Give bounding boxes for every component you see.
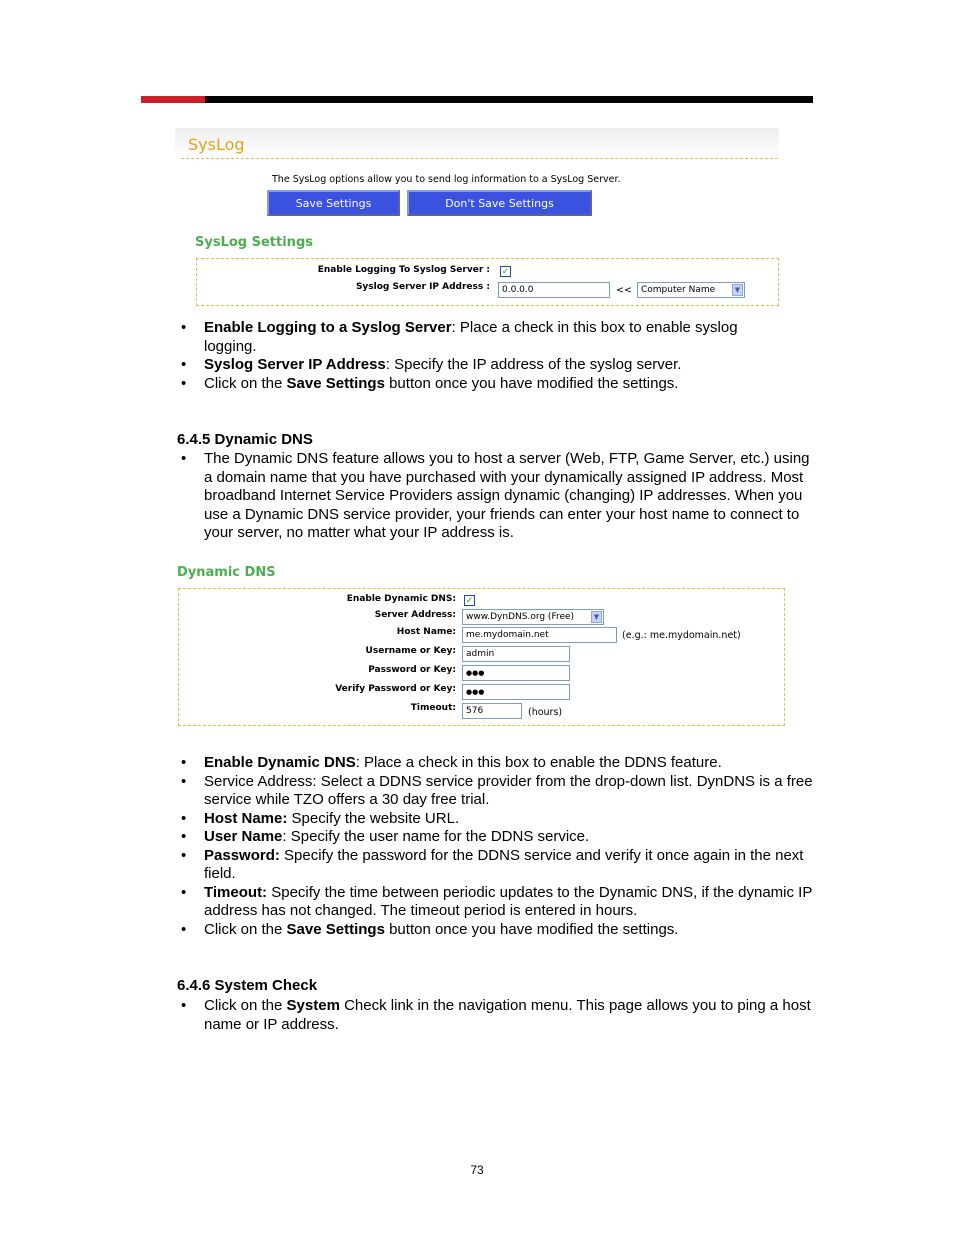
syslog-ip-label: Syslog Server IP Address :	[355, 282, 490, 292]
list-item: • Enable Logging to a Syslog Server: Place a check in this box to enable syslog logging.	[181, 319, 781, 356]
enable-syslog-label: Enable Logging To Syslog Server :	[317, 265, 490, 275]
chevron-down-icon: ▼	[732, 284, 743, 296]
list-item: • The Dynamic DNS feature allows you to host a server (Web, FTP, Game Server, etc.) using a domain name that you have purchased with your dynamically assigned IP address. Most broadband Internet Service Providers assign dynamic (changing) IP addresses. When you use a Dynamic DNS service provider, your friends can enter your host name to connect to your server, no matter what your IP address is.	[181, 450, 813, 543]
password-input[interactable]: ●●●	[462, 665, 570, 681]
chevron-down-icon: ▼	[591, 611, 602, 623]
list-item: • Enable Dynamic DNS: Place a check in this box to enable the DDNS feature.	[181, 754, 815, 773]
dont-save-settings-button[interactable]: Don't Save Settings	[407, 190, 592, 216]
verify-password-input[interactable]: ●●●	[462, 684, 570, 700]
list-item: • User Name: Specify the user name for the DDNS service.	[181, 828, 815, 847]
server-address-select-value: www.DynDNS.org (Free)	[466, 612, 575, 622]
section-heading-646: 6.4.6 System Check	[177, 977, 318, 994]
list-item: • Host Name: Specify the website URL.	[181, 810, 815, 829]
check-icon: ✓	[465, 595, 474, 605]
check-icon: ✓	[501, 266, 510, 276]
copy-arrow-text: <<	[616, 285, 632, 296]
username-label: Username or Key:	[365, 646, 456, 656]
server-address-select[interactable]	[462, 609, 604, 625]
list-item: • Service Address: Select a DDNS service provider from the drop-down list. DynDNS is a free service while TZO offers a 30 day free trial.	[181, 773, 815, 810]
ddns-title: Dynamic DNS	[177, 565, 276, 580]
page-number: 73	[470, 1163, 484, 1177]
verify-password-label: Verify Password or Key:	[335, 684, 456, 694]
dynamic-dns-intro	[181, 450, 813, 543]
server-address-label: Server Address:	[374, 610, 456, 620]
syslog-header-bg	[175, 128, 779, 158]
list-item: • Timeout: Specify the time between periodic updates to the Dynamic DNS, if the dynamic IP address has not changed. The timeout period is entered in hours.	[181, 884, 815, 921]
syslog-title-divider	[181, 158, 778, 159]
timeout-unit: (hours)	[528, 707, 563, 718]
header-rule-black	[205, 96, 813, 103]
syslog-settings-title: SysLog Settings	[195, 235, 313, 250]
header-rule-red	[141, 96, 205, 103]
list-item: • Click on the System Check link in the navigation menu. This page allows you to ping a host name or IP address.	[181, 997, 815, 1034]
timeout-label: Timeout:	[410, 703, 456, 713]
list-item: • Click on the Save Settings button once you have modified the settings.	[181, 375, 781, 394]
syslog-ip-input[interactable]: 0.0.0.0	[498, 282, 610, 298]
host-name-hint: (e.g.: me.mydomain.net)	[622, 630, 741, 641]
enable-syslog-checkbox[interactable]	[500, 266, 511, 277]
syslog-title: SysLog	[188, 135, 245, 154]
host-name-input[interactable]: me.mydomain.net	[462, 627, 617, 643]
list-item: • Password: Specify the password for the DDNS service and verify it once again in the next field.	[181, 847, 815, 884]
syslog-description: The SysLog options allow you to send log information to a SysLog Server.	[272, 174, 621, 185]
host-name-label: Host Name:	[396, 627, 456, 637]
syslog-bullet-list	[181, 319, 781, 393]
computer-name-select[interactable]	[637, 282, 745, 298]
system-check-list	[181, 997, 815, 1034]
password-label: Password or Key:	[368, 665, 456, 675]
section-heading-645: 6.4.5 Dynamic DNS	[177, 431, 313, 448]
ddns-bullet-list	[181, 754, 815, 939]
enable-ddns-checkbox[interactable]	[464, 595, 475, 606]
save-settings-button[interactable]: Save Settings	[267, 190, 400, 216]
username-input[interactable]: admin	[462, 646, 570, 662]
enable-ddns-label: Enable Dynamic DNS:	[346, 594, 456, 604]
timeout-input[interactable]: 576	[462, 703, 522, 719]
computer-name-select-value: Computer Name	[641, 285, 716, 295]
list-item: • Click on the Save Settings button once you have modified the settings.	[181, 921, 815, 940]
list-item: • Syslog Server IP Address: Specify the IP address of the syslog server.	[181, 356, 781, 375]
